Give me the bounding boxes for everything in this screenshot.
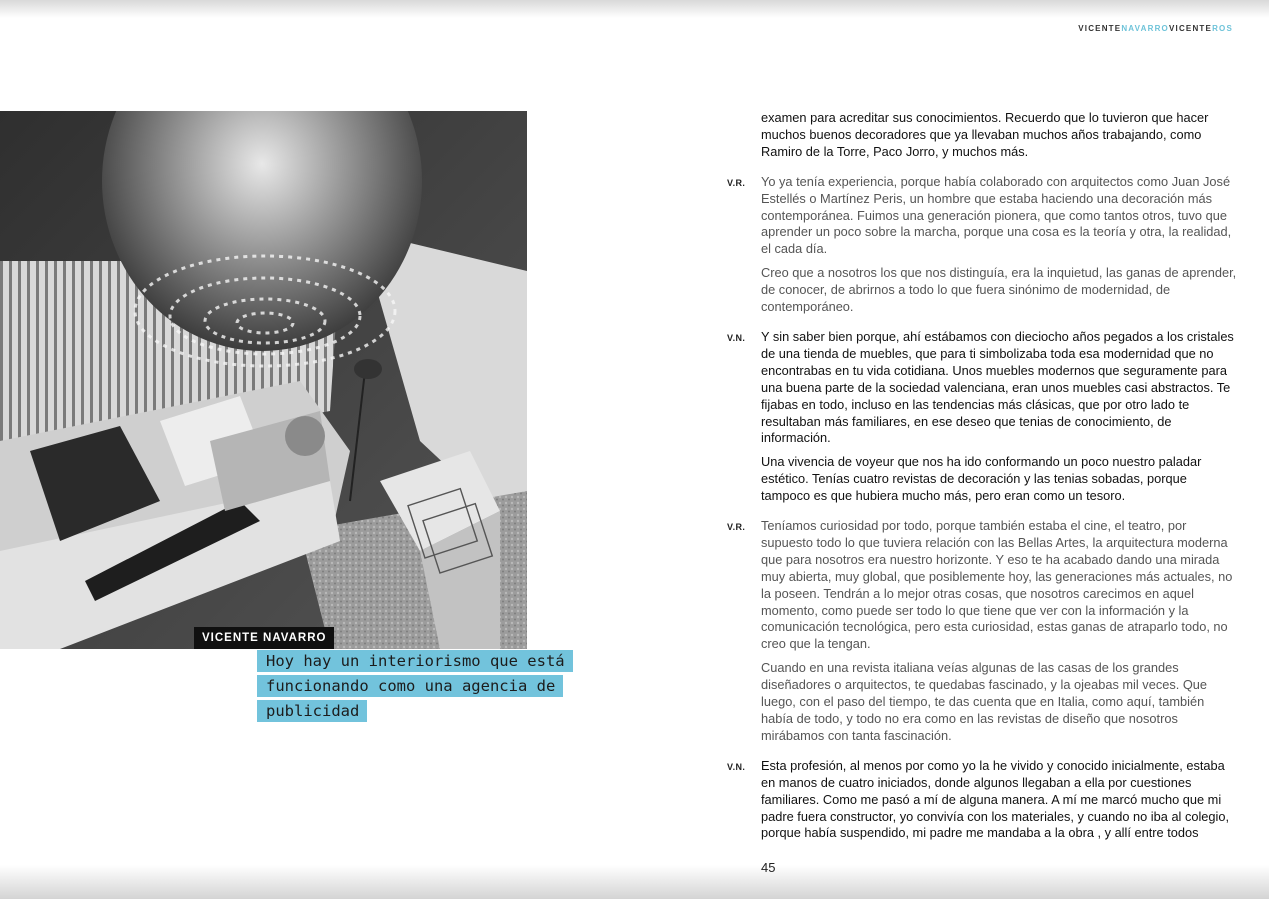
paragraph-text: Una vivencia de voyeur que nos ha ido conformando un poco nuestro paladar estético. Tenías cuatro revistas de decoración y las tenias sobadas, porque tampoco es que hubiera mucho más, pero eran como un tesoro. [761,454,1202,504]
speaker-initials: V.N. [727,761,746,772]
interview-paragraph [727,518,1237,653]
paragraph-text: Esta profesión, al menos por como yo la he vivido y conocido inicialmente, estaba en manos de cuatro iniciados, donde algunos llegaban a ella por cuestiones familiares. Como me pasó a mí de alguna manera. A mí me marcó mucho que mi padre fuera constructor, yo convivía con los materiales, y cuando no iba al colegio, porque había suspendido, mi padre me mandaba a la obra , y allí entre todos [761,757,1230,841]
speaker-initials: V.R. [727,177,746,188]
interview-paragraph [727,454,1237,505]
interview-paragraph [727,660,1237,745]
header-part-2: NAVARRO [1121,24,1169,33]
running-header [1078,24,1233,33]
header-part-4: ROS [1212,24,1233,33]
pull-quote [257,649,586,724]
portrait-photo [0,111,527,649]
paragraph-text: Y sin saber bien porque, ahí estábamos con dieciocho años pegados a los cristales de una tienda de muebles, que para ti simbolizaba toda esa modernidad que no encontrabas en tu vida cotidiana. Unos muebles modernos que seguramente para una buena parte de la sociedad valenciana, eran unos muebles casi abstractos. Te fijabas en todo, incluso en las tendencias más clásicas, que por otro lado te resultaban más familiares, en ese deseo que tenias de conocimiento, de información. [761,328,1234,446]
paragraph-text: examen para acreditar sus conocimientos. Recuerdo que lo tuvieron que hacer muchos buenos decoradores que ya llevaban muchos años trabajando, como Ramiro de la Torre, Paco Jorro, y muchos más. [761,110,1209,159]
interview-text-column [727,110,1237,855]
interview-paragraph [727,174,1237,259]
pull-quote-text: Hoy hay un interiorismo que está funcionando como una agencia de publicidad [257,650,573,722]
interview-paragraph [727,758,1237,843]
paragraph-text: Teníamos curiosidad por todo, porque también estaba el cine, el teatro, por supuesto todo lo que tuviera relación con las Bellas Artes, la arquitectura moderna que para nosotros era nuestro horizonte. Y eso te ha acabado dando una mirada muy abierta, muy global, que posiblemente hoy, las generaciones más actuales, no la poseen. Tendrán a lo mejor otras cosas, que nosotros carecimos en aquel momento, como puede ser todo lo que tiene que ver con la información y la comunicación tecnológica, pero esta curiosidad, estas ganas de atraparlo todo, no creo que la tengan. [761,518,1233,652]
interview-paragraph [727,329,1237,447]
header-part-3: VICENTE [1168,24,1213,33]
photo-illustration [0,111,527,649]
photo-caption-tag: VICENTE NAVARRO [194,627,334,649]
page-bottom-shadow [0,865,1269,899]
header-part-1: VICENTE [1078,24,1122,33]
interview-paragraph [727,265,1237,316]
speaker-initials: V.R. [727,522,746,533]
paragraph-text: Yo ya tenía experiencia, porque había colaborado con arquitectos como Juan José Estellés o Martínez Peris, un hombre que estaba haciendo una decoración más contemporánea. Fuimos una generación pionera, que como tantos otros, tuvo que aprender un poco sobre la marcha, porque una cosa es la teoría y otra, la realidad, el cada día. [761,173,1232,257]
paragraph-text: Cuando en una revista italiana veías algunas de las casas de los grandes diseñadores o arquitectos, te quedabas fascinado, y la ojeabas mil veces. Que luego, con el paso del tiempo, te das cuenta que en Italia, como aquí, también había de todo, y todo no era como en las revistas de diseño que nosotros mirábamos con tanta fascinación. [761,660,1208,743]
page-top-shadow [0,0,1269,18]
speaker-initials: V.N. [727,332,746,343]
page-number: 45 [761,860,776,875]
interview-paragraph [727,110,1237,161]
paragraph-text: Creo que a nosotros los que nos distinguía, era la inquietud, las ganas de aprender, de conocer, de abrirnos a todo lo que fuera sinónimo de modernidad, de contemporáneo. [761,265,1237,315]
